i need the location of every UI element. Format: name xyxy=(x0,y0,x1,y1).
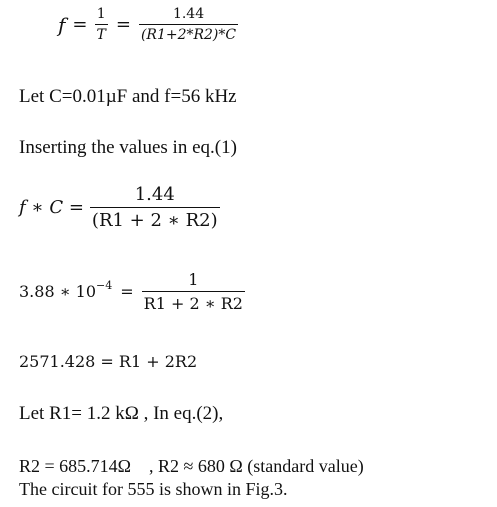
eq1-equals-1: = xyxy=(72,14,88,35)
eq1-frac2-denominator: (R1+2*R2)*C xyxy=(140,27,237,43)
text-inserting-values: Inserting the values in eq.(1) xyxy=(19,137,237,158)
eq1-fraction-2 xyxy=(139,6,238,43)
eq2-denominator: (R1 + 2 ∗ R2) xyxy=(91,210,218,231)
eq1-frac1-numerator: 1 xyxy=(96,6,106,22)
eq1-fraction-1 xyxy=(95,6,108,43)
text-r2-value: R2 = 685.714Ω , R2 ≈ 680 Ω (standard value) xyxy=(19,456,364,476)
eq2-numerator: 1.44 xyxy=(134,184,175,205)
eq2-lhs: f ∗ C = xyxy=(19,197,84,218)
text-let-values: Let C=0.01µF and f=56 kHz xyxy=(19,86,237,107)
eq2-fraction xyxy=(90,184,220,231)
equation-2 xyxy=(19,184,220,231)
equation-4: 2571.428 = R1 + 2R2 xyxy=(19,352,198,371)
equation-1 xyxy=(58,6,238,43)
text-let-r1: Let R1= 1.2 kΩ , In eq.(2), xyxy=(19,403,224,424)
eq1-lhs: f xyxy=(58,12,66,37)
eq1-equals-2: = xyxy=(115,14,131,35)
equation-3 xyxy=(19,270,245,313)
eq3-lhs-base: 3.88 ∗ 10 xyxy=(19,282,97,301)
text-circuit-reference: The circuit for 555 is shown in Fig.3. xyxy=(19,479,288,499)
eq3-fraction xyxy=(142,270,245,313)
eq3-equals: = xyxy=(120,282,134,301)
eq1-frac1-denominator: T xyxy=(96,27,106,43)
eq3-denominator: R1 + 2 ∗ R2 xyxy=(143,294,243,313)
eq1-frac2-numerator: 1.44 xyxy=(172,6,205,22)
eq3-lhs-exponent: −4 xyxy=(96,279,113,292)
eq3-numerator: 1 xyxy=(188,270,199,289)
